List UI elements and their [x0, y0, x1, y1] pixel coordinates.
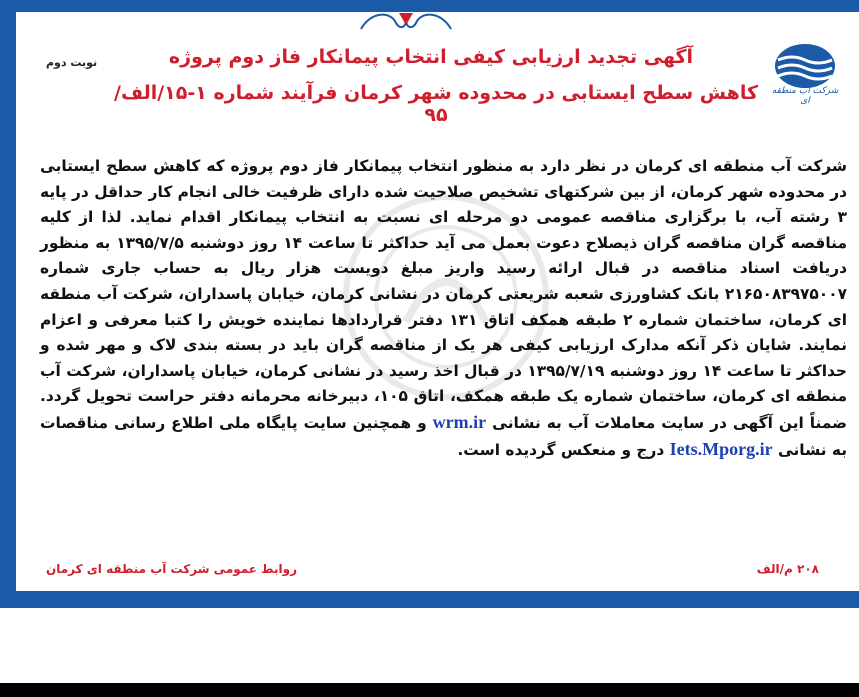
notice-body [40, 154, 847, 463]
public-relations-signature: روابط عمومی شرکت آب منطقه ای کرمان [46, 562, 298, 576]
notice-subtitle: کاهش سطح ایستابی در محدوده شهر کرمان فرآیند شماره ۱-۱۵/الف/۹۵ [114, 82, 758, 126]
round-label: نوبت دوم [46, 56, 98, 69]
reference-number: ۲۰۸ م/الف [756, 562, 819, 576]
body-text-part3: درج و منعکس گردیده است. [457, 440, 665, 459]
body-text-part2: و همچنین سایت پایگاه ملی اطلاع رسانی مناقصات به نشانی [40, 413, 847, 459]
iets-link[interactable]: Iets.Mporg.ir [669, 438, 773, 459]
header-ornament [351, 9, 461, 33]
bottom-bar [0, 683, 859, 697]
notice-panel [16, 12, 859, 591]
notice-title: آگهی تجدید ارزیابی کیفی انتخاب پیمانکار فاز دوم پروژه [168, 46, 694, 68]
body-text-part1: شرکت آب منطقه ای کرمان در نظر دارد به منظور انتخاب پیمانکار فاز دوم پروژه که کاهش سطح ایستابی در محدوده شهر کرمان، از بین شرکتهای تشخیص صلاحیت شده دارای ظرفیت خالی انجام کار حداقل در پایه ۳ رشته آب، با برگزاری مناقصه عمومی دو مرحله ای نسبت به انتخاب پیمانکار اقدام نماید. لذا از کلیه مناقصه گران مناقصه گران ذیصلاح دعوت بعمل می آید حداکثر تا ساعت ۱۴ روز دوشنبه ۱۳۹۵/۷/۵ به منظور دریافت اسناد مناقصه در قبال ارائه رسید واریز مبلغ دویست هزار ریال به حساب جاری شماره ۲۱۶۵۰۸۳۹۷۵۰۰۷ بانک کشاورزی شعبه شریعتی کرمان در نشانی کرمان، خیابان پاسداران، شرکت آب منطقه ای کرمان، ساختمان شماره ۲ طبقه همکف اتاق ۱۳۱ دفتر قراردادها نماینده خویش را کتبا معرفی و اعزام نمایند. شایان ذکر آنکه مدارک ارزیابی کیفی هر یک از مناقصه گران باید در بسته بندی لاک و مهر شده و حداکثر تا ساعت ۱۴ روز دوشنبه ۱۳۹۵/۷/۱۹ در قبال اخذ رسید در نشانی کرمان، خیابان پاسداران، شرکت آب منطقه ای کرمان، ساختمان شماره یک طبقه همکف، اتاق ۱۰۵، دبیرخانه محرمانه دفتر حراست تحویل گردد. ضمناً این آگهی در سایت معاملات آب به نشانی [40, 157, 848, 432]
logo-caption: شرکت آب منطقه ای [771, 86, 839, 106]
wrm-link[interactable]: wrm.ir [432, 411, 487, 432]
